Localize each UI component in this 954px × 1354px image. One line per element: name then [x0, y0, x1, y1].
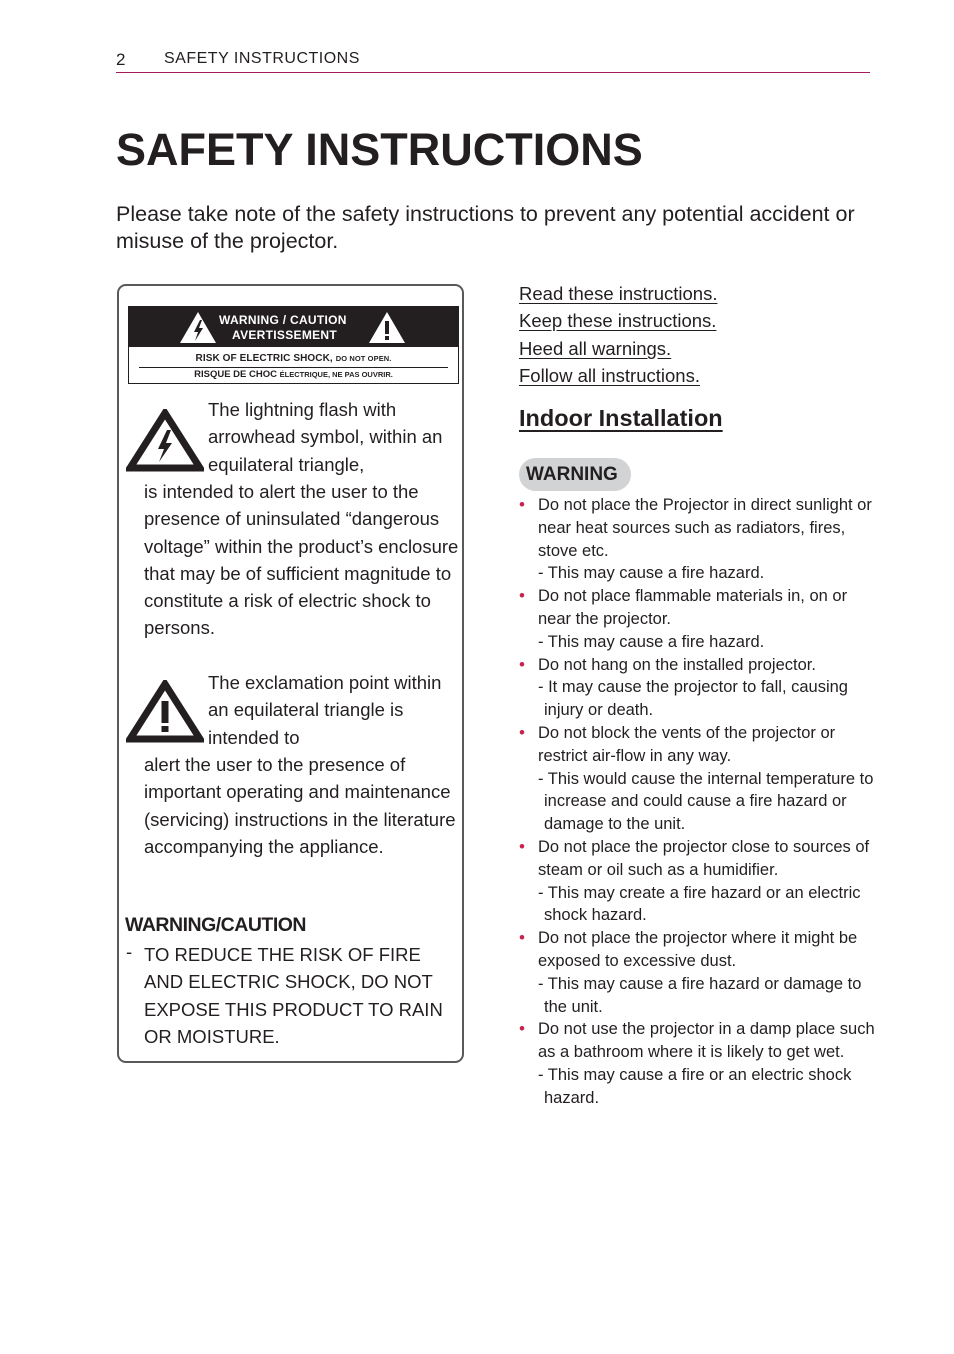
list-item-note: - This would cause the internal temperature to increase and could cause a fire hazard or damage to the unit.: [538, 769, 874, 834]
warning-badge: WARNING: [519, 458, 631, 491]
section-heading-indoor-installation: Indoor Installation: [519, 405, 723, 431]
list-item: [519, 927, 879, 1018]
list-item-note: - It may cause the projector to fall, causing injury or death.: [538, 678, 848, 720]
bullet-icon: •: [519, 722, 525, 742]
intro-paragraph: Please take note of the safety instructions to prevent any potential accident or misuse of the projector.: [116, 202, 855, 253]
warning-label-title: WARNING / CAUTION: [219, 313, 347, 327]
page-number: 2: [116, 50, 126, 69]
list-item: [519, 585, 879, 653]
list-item-note: - This may cause a fire or an electric shock hazard.: [538, 1065, 852, 1107]
list-item: [519, 654, 879, 722]
list-item-note: - This may cause a fire hazard.: [538, 632, 765, 651]
list-item: [519, 1018, 879, 1109]
list-item-note: - This may cause a fire hazard or damage to the unit.: [538, 974, 862, 1016]
page-title: SAFETY INSTRUCTIONS: [116, 124, 643, 175]
lightning-description-body: is intended to alert the user to the presence of uninsulated “dangerous voltage” within the product’s enclosure that may be of sufficient magnitude to constitute a risk of electric shock to persons.: [144, 481, 459, 639]
instruction-follow: Follow all instructions.: [519, 365, 700, 386]
bullet-icon: •: [519, 586, 525, 606]
instruction-heed: Heed all warnings.: [519, 338, 672, 359]
header-section-title: SAFETY INSTRUCTIONS: [164, 50, 360, 67]
warning-label-subtitle: AVERTISSEMENT: [232, 328, 338, 342]
exclamation-triangle-icon: [126, 680, 204, 743]
bullet-icon: •: [519, 495, 525, 514]
warning-label-divider: [139, 367, 448, 368]
bullet-icon: •: [519, 1019, 525, 1039]
bullet-icon: •: [519, 654, 525, 674]
warning-list: [519, 494, 879, 1110]
list-item-text: Do not hang on the installed projector.: [538, 655, 816, 674]
list-item-text: Do not place the projector close to sources of steam or oil such as a humidifier.: [538, 837, 870, 879]
warning-caution-dash: -: [126, 941, 133, 962]
exclamation-description-body: alert the user to the presence of important operating and maintenance (servicing) instructions in the literature accompanying the appliance.: [144, 754, 456, 857]
warning-label-line-french: RISQUE DE CHOC ÉLECTRIQUE, NE PAS OUVRIR.: [194, 369, 393, 380]
list-item-note: - This may cause a fire hazard.: [538, 564, 765, 583]
lightning-triangle-icon: [179, 311, 217, 344]
list-item-text: Do not place flammable materials in, on or near the projector.: [538, 587, 848, 628]
bullet-icon: •: [519, 928, 525, 948]
exclamation-description-head: The exclamation point within an equilateral triangle is intended to: [208, 672, 442, 748]
warning-box: [117, 284, 464, 1063]
warning-label-line-english: RISK OF ELECTRIC SHOCK, DO NOT OPEN.: [195, 353, 392, 364]
bullet-icon: •: [519, 836, 525, 856]
warning-label: [128, 306, 459, 384]
warning-label-header: [129, 307, 458, 347]
list-item: [519, 836, 879, 927]
list-item-text: Do not place the projector where it might be exposed to excessive dust.: [538, 929, 858, 970]
list-item-text: Do not block the vents of the projector or restrict air-flow in any way.: [538, 723, 836, 765]
instruction-keep: Keep these instructions.: [519, 310, 717, 331]
warning-caution-heading: WARNING/CAUTION: [125, 914, 306, 936]
exclamation-triangle-icon: [368, 311, 406, 344]
list-item-text: Do not use the projector in a damp place such as a bathroom where it is likely to get wet.: [538, 1020, 875, 1062]
list-item-text: Do not place the Projector in direct sunlight or near heat sources such as radiators, fires, stove etc.: [538, 496, 872, 560]
running-header: [116, 48, 870, 73]
list-item-note: - This may create a fire hazard or an electric shock hazard.: [538, 883, 861, 925]
warning-caution-text: TO REDUCE THE RISK OF FIRE AND ELECTRIC SHOCK, DO NOT EXPOSE THIS PRODUCT TO RAIN OR MOISTURE.: [144, 944, 443, 1047]
lightning-description-head: The lightning flash with arrowhead symbol, within an equilateral triangle,: [208, 399, 443, 475]
list-item: [519, 494, 879, 585]
list-item: [519, 722, 879, 836]
lightning-triangle-icon: [126, 409, 204, 472]
instruction-read: Read these instructions.: [519, 283, 718, 304]
